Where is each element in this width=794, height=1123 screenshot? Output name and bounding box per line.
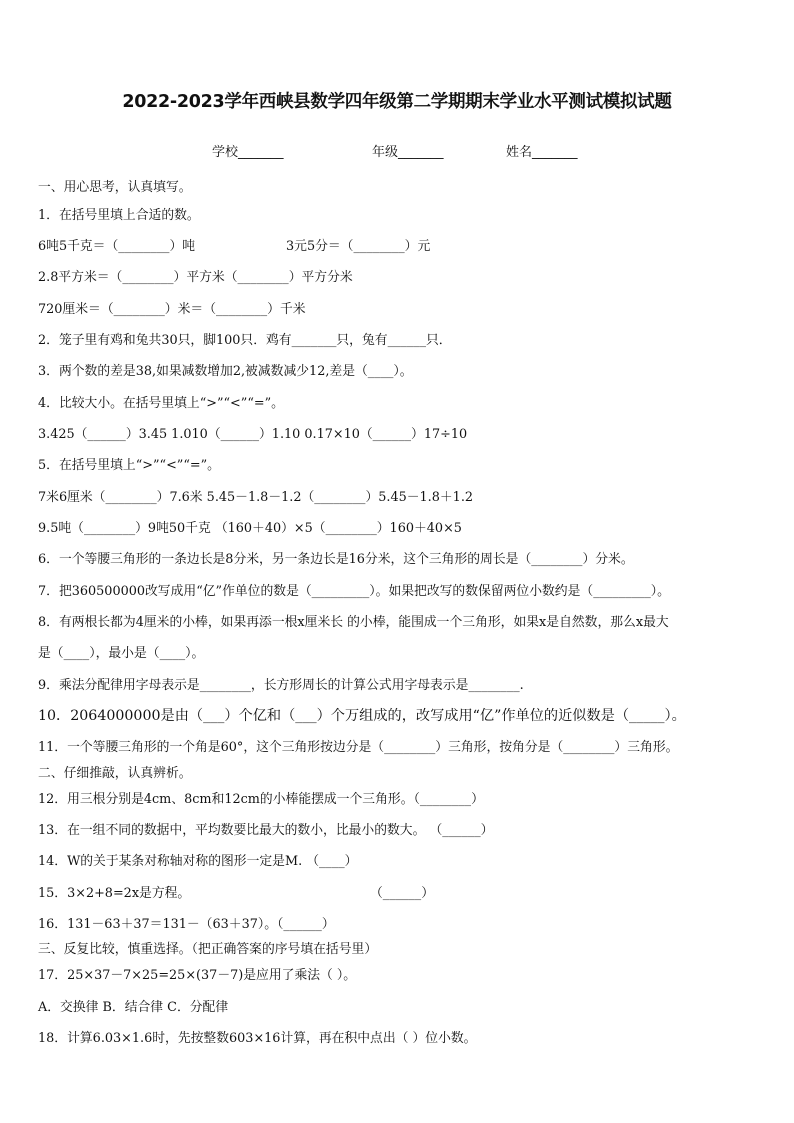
school-field: 学校_______ bbox=[212, 145, 284, 160]
question-1-row-3: 720厘米＝（________）米＝（________）千米 bbox=[38, 302, 306, 317]
question-1-row-2: 2.8平方米＝（________）平方米（________）平方分米 bbox=[38, 270, 353, 285]
question-5-row-1: 7米6厘米（________）7.6米 5.45－1.8－1.2（________）5.45－1.8＋1.2 bbox=[38, 490, 474, 505]
exam-title: 2022-2023学年西峡县数学四年级第二学期期末学业水平测试模拟试题 bbox=[122, 92, 672, 112]
question-7: 7．把360500000改写成用“亿”作单位的数是（_________）。如果把改写的数保留两位小数约是（_________）。 bbox=[38, 584, 670, 599]
q1-item-b: 3元5分＝（________）元 bbox=[286, 239, 431, 254]
question-15-answer: （______） bbox=[370, 886, 434, 901]
question-13: 13．在一组不同的数据中，平均数要比最大的数小，比最小的数大。 （______） bbox=[38, 823, 494, 838]
name-field: 姓名_______ bbox=[506, 145, 578, 160]
question-14: 14．W的关于某条对称轴对称的图形一定是M. （____） bbox=[38, 854, 358, 869]
question-15: 15．3×2+8=2x是方程。 bbox=[38, 886, 191, 901]
question-17-options: A．交换律 B．结合律 C．分配律 bbox=[38, 1000, 229, 1015]
section-2-heading: 二、仔细推敲，认真辨析。 bbox=[38, 766, 192, 781]
section-1-heading: 一、用心思考，认真填写。 bbox=[38, 180, 192, 195]
question-6: 6．一个等腰三角形的一条边长是8分米，另一条边长是16分米，这个三角形的周长是（________）分米。 bbox=[38, 552, 634, 567]
question-16: 16．131－63＋37＝131－（63＋37）。（______） bbox=[38, 917, 335, 932]
question-3: 3．两个数的差是38,如果减数增加2,被减数减少12,差是（____）。 bbox=[38, 364, 413, 379]
question-2: 2．笼子里有鸡和兔共30只，脚100只．鸡有_______只，兔有______只． bbox=[38, 333, 452, 348]
question-8-cont: 是（____），最小是（____）。 bbox=[38, 646, 205, 661]
question-4: 4．比较大小。在括号里填上“>”“<”“=”。 bbox=[38, 396, 284, 411]
grade-field: 年级_______ bbox=[372, 145, 444, 160]
question-9: 9．乘法分配律用字母表示是________，长方形周长的计算公式用字母表示是________. bbox=[38, 678, 524, 693]
q1-item-a: 6吨5千克＝（________）吨 bbox=[38, 239, 196, 254]
question-12: 12．用三根分别是4cm、8cm和12cm的小棒能摆成一个三角形。（________） bbox=[38, 792, 484, 807]
section-3-heading: 三、反复比较，慎重选择。（把正确答案的序号填在括号里） bbox=[38, 942, 378, 957]
question-5-row-2: 9.5吨（________）9吨50千克 （160＋40）×5（________）160＋40×5 bbox=[38, 521, 462, 536]
question-10: 10．2064000000是由（___）个亿和（___）个万组成的，改写成用“亿”作单位的近似数是（_____）。 bbox=[38, 708, 686, 724]
question-17: 17．25×37－7×25=25×(37－7)是应用了乘法（ ）。 bbox=[38, 968, 357, 983]
question-11: 11．一个等腰三角形的一个角是60°，这个三角形按边分是（________）三角形，按角分是（________）三角形。 bbox=[38, 740, 679, 755]
question-5: 5．在括号里填上“>”“<”“=”。 bbox=[38, 458, 220, 473]
question-8: 8．有两根长都为4厘米的小棒，如果再添一根x厘米长 的小棒，能围成一个三角形，如果x是自然数，那么x最大 bbox=[38, 615, 669, 630]
question-18: 18．计算6.03×1.6时，先按整数603×16计算，再在积中点出（ ）位小数。 bbox=[38, 1031, 477, 1046]
question-4-row: 3.425（______）3.45 1.010（______）1.10 0.17×10（______）17÷10 bbox=[38, 427, 468, 442]
question-1: 1．在括号里填上合适的数。 bbox=[38, 208, 200, 223]
